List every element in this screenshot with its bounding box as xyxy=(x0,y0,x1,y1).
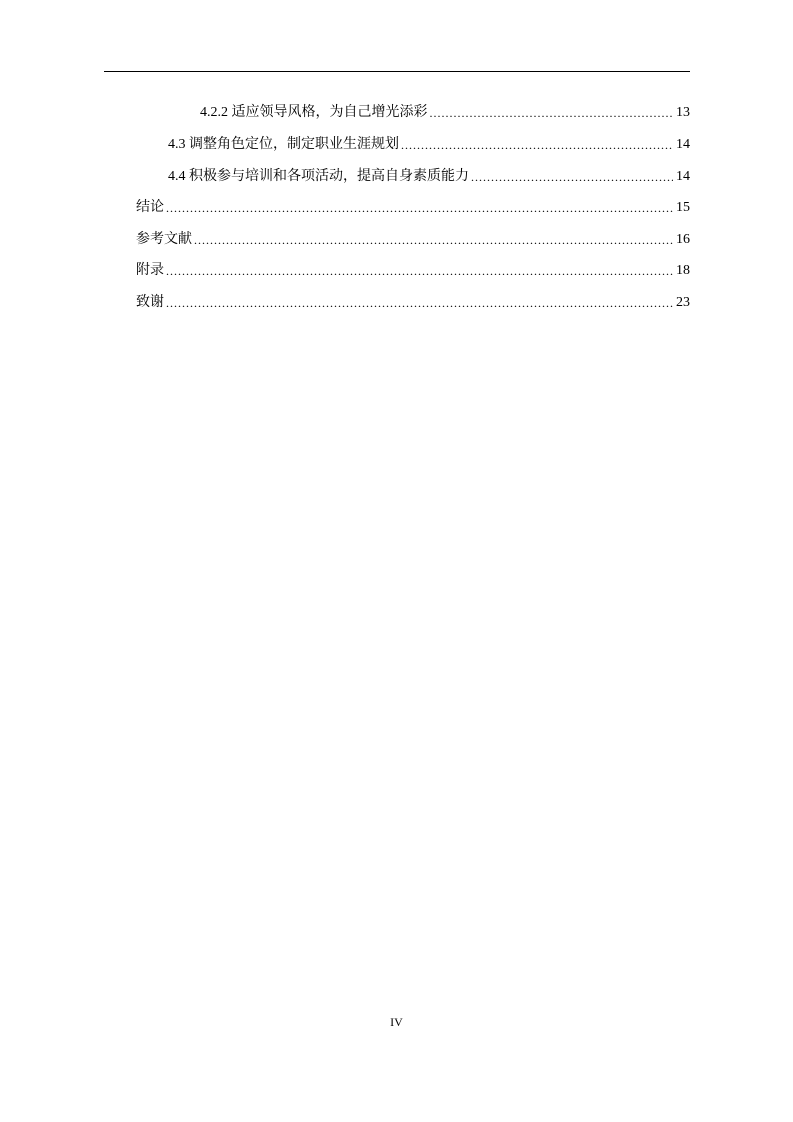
toc-entry-acknowledgements[interactable] xyxy=(136,290,690,312)
toc-leader-dots xyxy=(401,136,673,154)
toc-entry-4-2-2[interactable] xyxy=(200,100,690,122)
toc-entry-page: 23 xyxy=(676,295,690,310)
toc-leader-dots xyxy=(430,104,674,122)
toc-entry-title: 参考文献 xyxy=(136,232,192,247)
toc-entry-title: 4.2.2 适应领导风格，为自己增光添彩 xyxy=(200,105,428,120)
toc-entry-page: 15 xyxy=(676,200,690,215)
footer-page-number: IV xyxy=(390,1015,403,1029)
toc-entry-title: 附录 xyxy=(136,263,164,278)
toc-entry-page: 14 xyxy=(676,137,690,152)
toc-leader-dots xyxy=(471,168,673,186)
toc-entry-page: 16 xyxy=(676,232,690,247)
toc-entry-page: 14 xyxy=(676,169,690,184)
toc-leader-dots xyxy=(166,262,673,280)
toc-entry-title: 结论 xyxy=(136,200,164,215)
toc-entry-references[interactable] xyxy=(136,227,690,249)
toc-leader-dots xyxy=(166,294,673,312)
toc-entry-page: 18 xyxy=(676,263,690,278)
toc-entry-conclusion[interactable] xyxy=(136,195,690,217)
toc-leader-dots xyxy=(194,231,673,249)
toc-leader-dots xyxy=(166,199,673,217)
toc-entry-4-3[interactable] xyxy=(168,132,690,154)
toc-entry-title: 4.4 积极参与培训和各项活动，提高自身素质能力 xyxy=(168,169,469,184)
toc-entry-appendix[interactable] xyxy=(136,258,690,280)
toc-entry-title: 4.3 调整角色定位，制定职业生涯规划 xyxy=(168,137,399,152)
toc-entry-title: 致谢 xyxy=(136,295,164,310)
toc-entry-page: 13 xyxy=(676,105,690,120)
toc-entry-4-4[interactable] xyxy=(168,164,690,186)
header-rule xyxy=(104,71,690,72)
